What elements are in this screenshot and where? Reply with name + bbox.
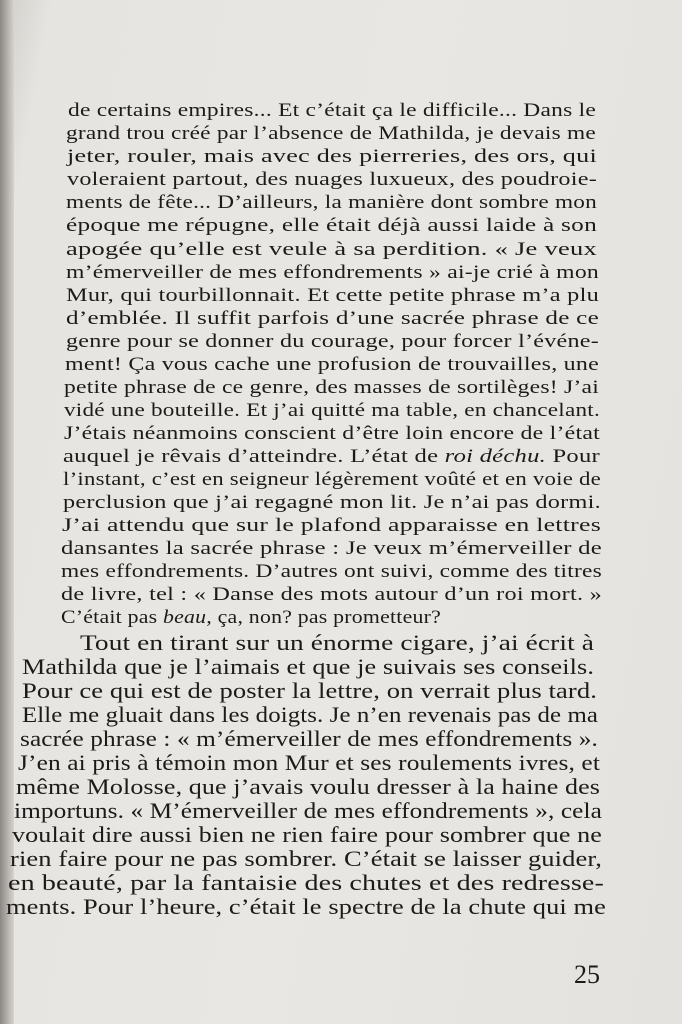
text-line: [67, 147, 597, 166]
text-line-main: perclusion que j’ai regagné mon lit. Je n’ai pas dormi.: [63, 492, 601, 513]
text-line: [66, 263, 599, 282]
text-line-main: Pour ce qui est de poster la lettre, on verrait plus tard.: [22, 678, 597, 703]
text-line-main: rien faire pour ne pas sombrer. C’était se laisser guider,: [10, 846, 602, 871]
text-line-main: importuns. « M’émerveiller de mes effondrements », cela: [14, 798, 602, 823]
text-line: [66, 124, 596, 143]
text-line: [64, 401, 600, 420]
text-line: [67, 170, 597, 189]
text-line: [62, 516, 601, 535]
text-line-main: J’en ai pris à témoin mon Mur et ses roulements ivres, et: [18, 750, 600, 775]
text-line: [10, 848, 602, 870]
text-line: [16, 776, 600, 798]
text-line-tail: Pour: [546, 446, 600, 467]
text-line-main: même Molosse, que j’avais voulu dresser à la haine des: [16, 774, 600, 799]
text-line-main: petite phrase de ce genre, des masses de sortilèges! J’ai: [64, 377, 599, 398]
text-line-main: Mathilda que je l’aimais et que je suivais ses conseils.: [22, 654, 594, 679]
text-line-main: vidé une bouteille. Et j’ai quitté ma table, en chancelant.: [64, 400, 600, 421]
text-line: [61, 608, 441, 627]
text-line-main: Elle me gluait dans les doigts. Je n’en revenais pas de ma: [22, 702, 598, 727]
text-line-main: Tout en tirant sur un énorme cigare, j’ai écrit à: [80, 630, 594, 655]
text-line: [63, 493, 601, 512]
text-line-main: voulait dire aussi bien ne rien faire pour sombrer que ne: [12, 822, 602, 847]
text-line-main: auquel je rêvais d’atteindre. L’état de: [63, 446, 439, 467]
text-line: [63, 470, 601, 489]
text-line-main: C’était pas: [61, 607, 158, 628]
text-line-main: Mur, qui tourbillonnait. Et cette petite phrase m’a plu: [66, 285, 599, 306]
text-line-main: mes effondrements. D’autres ont suivi, comme des titres: [61, 561, 602, 582]
text-line: [66, 240, 597, 259]
text-line-main: J’étais néanmoins conscient d’être loin encore de l’état: [64, 423, 600, 444]
text-line-main: jeter, rouler, mais avec des pierreries, des ors, qui: [67, 146, 597, 167]
text-line-main: l’instant, c’est en seigneur légèrement voûté et en voie de: [63, 469, 601, 490]
text-line-main: dansantes la sacrée phrase : Je veux m’émerveiller de: [61, 538, 602, 559]
text-line: [61, 585, 602, 604]
text-line: [61, 562, 602, 581]
text-line-main: ments de fête... D’ailleurs, la manière dont sombre mon: [66, 192, 597, 213]
text-line-main: J’ai attendu que sur le plafond apparaisse en lettres: [62, 515, 601, 536]
text-line: [64, 424, 600, 443]
text-line-main: apogée qu’elle est veule à sa perdition. « Je veux: [66, 239, 597, 260]
text-line: [61, 539, 602, 558]
text-line: [63, 447, 600, 466]
text-line: [12, 824, 602, 846]
text-line-main: ment! Ça vous cache une profusion de trouvailles, une: [65, 354, 599, 375]
text-line: [66, 216, 597, 235]
text-line: [66, 286, 599, 305]
text-line: [66, 193, 597, 212]
text-line-italic: beau,: [163, 607, 212, 628]
text-line-main: voleraient partout, des nuages luxueux, des poudroie-: [67, 169, 597, 190]
text-line-tail: ça, non? pas prometteur?: [211, 607, 441, 628]
text-line: [66, 332, 599, 351]
text-line: [18, 752, 600, 774]
text-line: [22, 656, 594, 678]
text-line: [6, 896, 606, 918]
text-line: [66, 309, 599, 328]
text-line: [22, 680, 597, 702]
page-number: 25: [574, 960, 600, 989]
text-line: [80, 632, 594, 654]
text-line-main: sacrée phrase : « m’émerveiller de mes effondrements ».: [20, 726, 598, 751]
text-line: [14, 800, 602, 822]
text-line-main: époque me répugne, elle était déjà aussi laide à son: [66, 215, 597, 236]
text-line: [68, 101, 596, 120]
text-line-italic: roi déchu.: [444, 446, 547, 467]
text-line: [8, 872, 604, 894]
text-line: [64, 378, 599, 397]
text-line-main: grand trou créé par l’absence de Mathilda, je devais me: [66, 123, 596, 144]
text-line-main: de certains empires... Et c’était ça le difficile... Dans le: [68, 100, 596, 121]
text-line-main: m’émerveiller de mes effondrements » ai-je crié à mon: [66, 262, 599, 283]
text-line-main: genre pour se donner du courage, pour forcer l’événe-: [66, 331, 599, 352]
text-line-main: en beauté, par la fantaisie des chutes et des redresse-: [8, 870, 604, 895]
text-line-main: ments. Pour l’heure, c’était le spectre de la chute qui me: [6, 894, 606, 919]
text-line: [22, 704, 598, 726]
text-line: [20, 728, 598, 750]
text-line: [65, 355, 599, 374]
text-line-main: de livre, tel : « Danse des mots autour d’un roi mort. »: [61, 584, 602, 605]
text-line-main: d’emblée. Il suffit parfois d’une sacrée phrase de ce: [66, 308, 599, 329]
